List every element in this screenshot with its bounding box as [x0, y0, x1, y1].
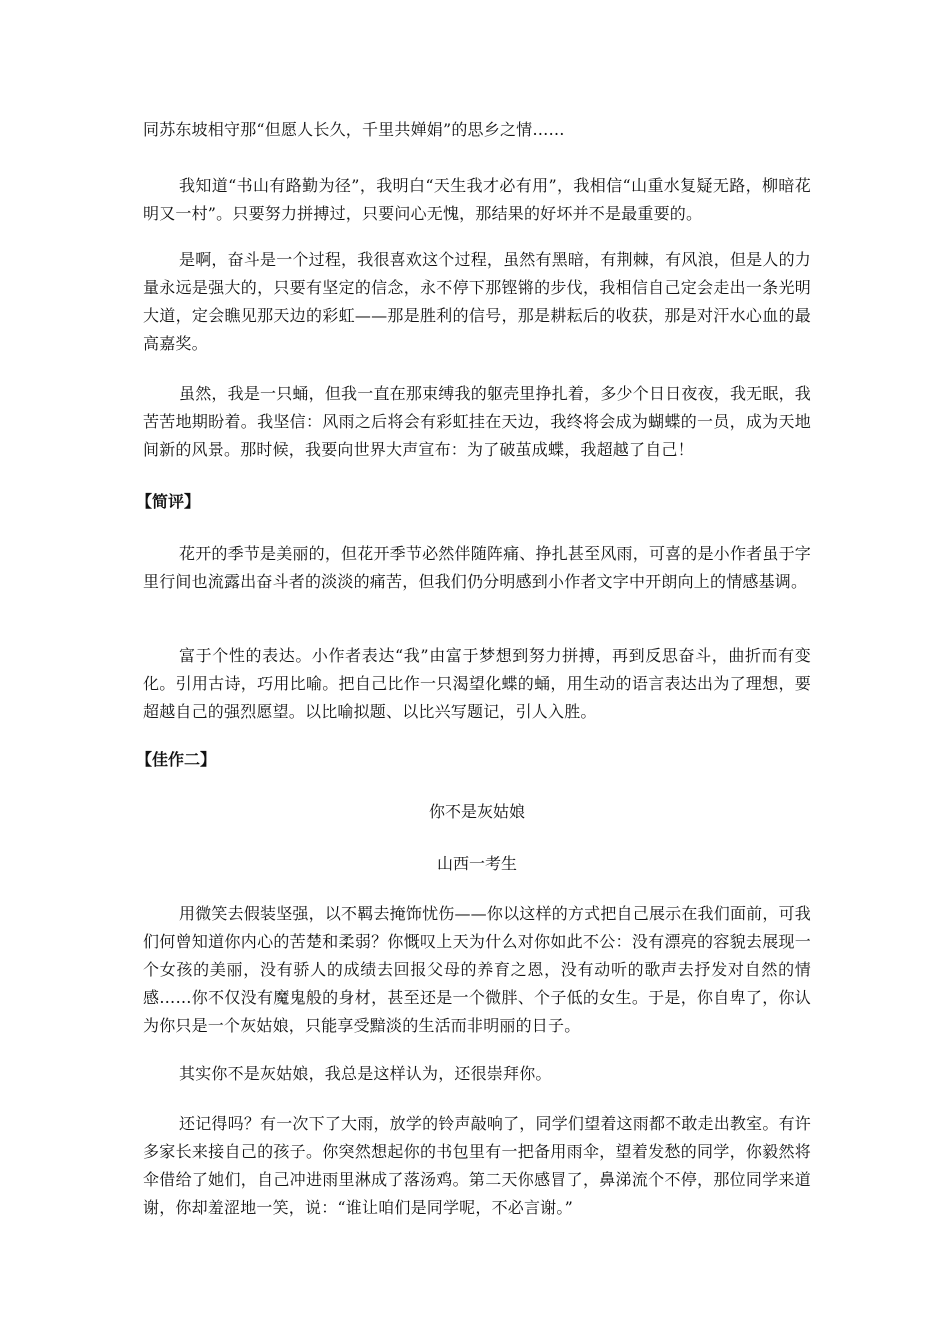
comment-paragraph-2: 富于个性的表达。小作者表达“我”由富于梦想到努力拼搏，再到反思奋斗，曲折而有变化。引用古诗，巧用比喻。把自己比作一只渴望化蝶的蛹，用生动的语言表达出为了理想，要超越自己的强烈愿望。以比喻拟题、以比兴写题记，引人入胜。 — [143, 646, 811, 721]
paragraph-intro-tail: 同苏东坡相守那“但愿人长久，千里共婵娟”的思乡之情…… — [143, 120, 565, 139]
work2-title: 你不是灰姑娘 — [428, 802, 525, 821]
paragraph-struggle: 是啊，奋斗是一个过程，我很喜欢这个过程，虽然有黑暗，有荆棘，有风浪，但是人的力量永远是强大的，只要有坚定的信念，永不停下那铿锵的步伐，我相信自己定会走出一条光明大道，定会瞧见那天边的彩虹——那是胜利的信号，那是耕耘后的收获，那是对汗水心血的最高嘉奖。 — [143, 250, 811, 353]
work2-paragraph-1: 用微笑去假装坚强，以不羁去掩饰忧伤——你以这样的方式把自己展示在我们面前，可我们何曾知道你内心的苦楚和柔弱？你慨叹上天为什么对你如此不公：没有漂亮的容貌去展现一个女孩的美丽，没有骄人的成绩去回报父母的养育之恩，没有动听的歌声去抒发对自然的情感……你不仅没有魔鬼般的身材，甚至还是一个微胖、个子低的女生。于是，你自卑了，你认为你只是一个灰姑娘，只能享受黯淡的生活而非明丽的日子。 — [143, 904, 811, 1035]
comment-paragraph-1: 花开的季节是美丽的，但花开季节必然伴随阵痛、挣扎甚至风雨，可喜的是小作者虽于字里行间也流露出奋斗者的淡淡的痛苦，但我们仍分明感到小作者文字中开朗向上的情感基调。 — [143, 544, 811, 591]
comment-heading: 【简评】 — [136, 492, 201, 511]
work2-author: 山西一考生 — [436, 854, 517, 873]
work2-paragraph-2: 其实你不是灰姑娘，我总是这样认为，还很崇拜你。 — [179, 1064, 552, 1083]
paragraph-quotes: 我知道“书山有路勤为径”，我明白“天生我才必有用”，我相信“山重水复疑无路，柳暗花明又一村”。只要努力拼搏过，只要问心无愧，那结果的好坏并不是最重要的。 — [143, 176, 811, 223]
paragraph-chrysalis: 虽然，我是一只蛹，但我一直在那束缚我的躯壳里挣扎着，多少个日日夜夜，我无眠，我苦苦地期盼着。我坚信：风雨之后将会有彩虹挂在天边，我终将会成为蝴蝶的一员，成为天地间新的风景。那时候，我要向世界大声宣布：为了破茧成蝶，我超越了自己！ — [143, 384, 811, 459]
work2-heading: 【佳作二】 — [136, 750, 217, 769]
work2-paragraph-3: 还记得吗？有一次下了大雨，放学的铃声敲响了，同学们望着这雨都不敢走出教室。有许多家长来接自己的孩子。你突然想起你的书包里有一把备用雨伞，望着发愁的同学，你毅然将伞借给了她们，自己冲进雨里淋成了落汤鸡。第二天你感冒了，鼻涕流个不停，那位同学来道谢，你却羞涩地一笑，说：“谁让咱们是同学呢，不必言谢。” — [143, 1114, 811, 1217]
